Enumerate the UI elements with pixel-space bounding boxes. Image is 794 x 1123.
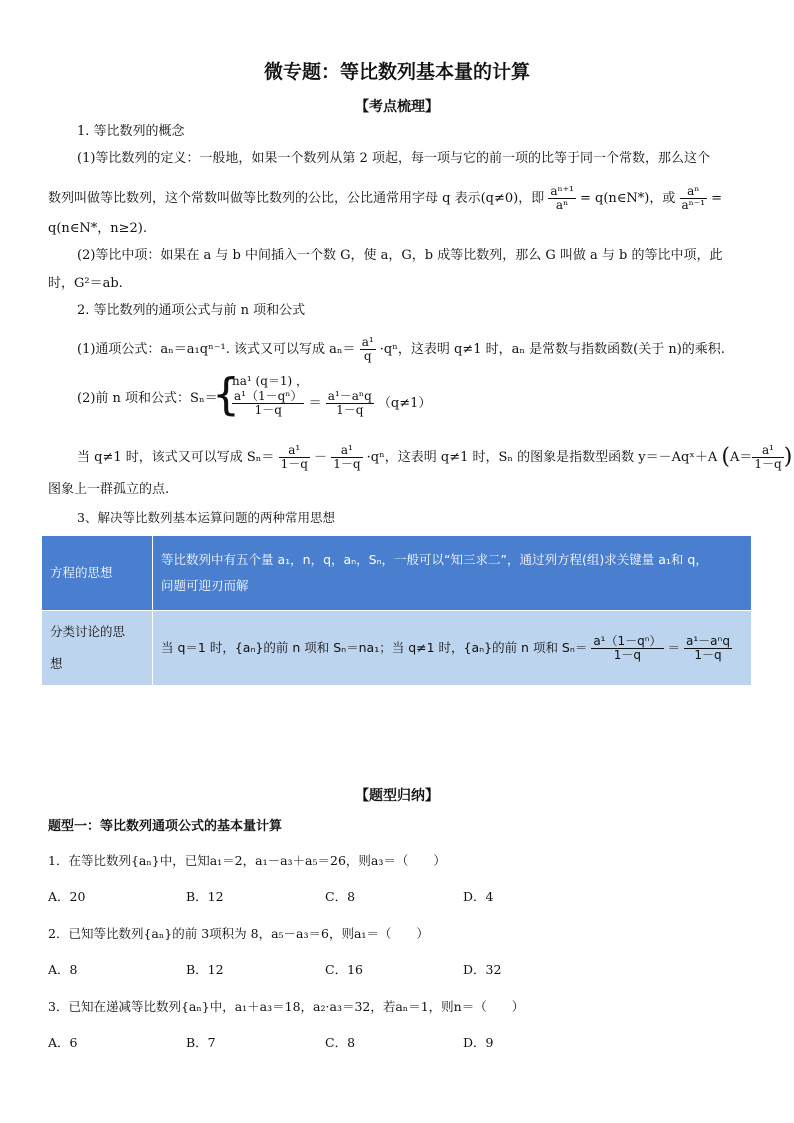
fraction-denominator: 1－q (694, 647, 722, 662)
sum-alt-fraction-1 (279, 444, 310, 471)
definition-text-2: = q(n∈N*)，或 (580, 191, 676, 206)
table-fraction-1 (591, 635, 663, 662)
question-type-heading: 题型一：等比数列通项公式的基本量计算 (48, 819, 283, 834)
sum-case-2-condition: （q≠1） (377, 396, 432, 411)
fraction-numerator: a¹－aⁿq (327, 389, 372, 403)
general-term-text-2: ·qⁿ，这表明 q≠1 时，aₙ 是常数与指数函数(关于 n)的乘积. (379, 342, 725, 357)
close-paren: ) (783, 444, 793, 470)
definition-text-3: = (711, 191, 723, 206)
fraction-numerator: a¹（1－qⁿ） (593, 633, 662, 648)
q1-option-a: A．20 (48, 889, 86, 904)
question-3: 3．已知在递减等比数列{aₙ}中，a₁＋a₃＝18，a₂·a₃＝32，若aₙ＝1，则n＝（ ） (48, 999, 525, 1014)
sum-formula-label: (2)前 n 项和公式：Sₙ＝ (77, 391, 218, 406)
ratio-fraction-1 (548, 185, 576, 212)
ratio-numerator: aⁿ (680, 185, 708, 199)
fraction-numerator: a¹ (752, 444, 783, 458)
sum-alt-text-2: ·qⁿ，这表明 q≠1 时，Sₙ 的图象是指数型函数 y＝－Aqˣ＋A (366, 450, 718, 465)
method-label-equation: 方程的思想 (42, 536, 153, 611)
fraction-numerator: a¹ (279, 444, 310, 458)
q3-option-a: A．6 (48, 1035, 78, 1050)
methods-heading: 3、解决等比数列基本运算问题的两种常用思想 (77, 510, 335, 525)
q2-option-a: A．8 (48, 962, 78, 977)
q2-option-d: D．32 (463, 962, 502, 977)
definition-line-3: q(n∈N*，n≥2). (48, 221, 148, 236)
q1-option-d: D．4 (463, 889, 494, 904)
method-description (153, 611, 752, 686)
table-fraction-2 (684, 635, 732, 662)
left-brace: { (212, 369, 240, 420)
sum-alt-line-2: 图象上一群孤立的点. (48, 482, 170, 497)
minus-sign: － (314, 450, 328, 465)
fraction-denominator: 1－q (754, 457, 782, 471)
ratio-denominator: aⁿ (555, 198, 569, 212)
general-term-fraction (360, 336, 376, 363)
middle-term-line-1: (2)等比中项：如果在 a 与 b 中间插入一个数 G，使 a，G，b 成等比数列，那么 G 叫做 a 与 b 的等比中项，此 (77, 248, 723, 263)
methods-table (41, 535, 752, 686)
fraction-numerator: a¹ (331, 444, 362, 458)
q3-option-c: C．8 (325, 1035, 356, 1050)
constant-a-label: A＝ (729, 450, 753, 465)
section-heading-types: 【题型归纳】 (355, 788, 439, 804)
ratio-denominator: aⁿ⁻¹ (681, 198, 706, 212)
fraction-denominator: 1－q (336, 403, 364, 417)
table-row (42, 536, 752, 611)
constant-a-fraction (752, 444, 783, 471)
fraction-numerator: a¹ (361, 335, 374, 349)
fraction-denominator: 1－q (254, 403, 282, 417)
definition-line-2 (48, 185, 722, 212)
q2-option-c: C．16 (325, 962, 363, 977)
open-paren: ( (721, 444, 730, 470)
sum-fraction-2 (326, 390, 374, 417)
fraction-denominator: 1－q (333, 457, 361, 471)
q1-option-c: C．8 (325, 889, 356, 904)
ratio-fraction-2 (680, 185, 708, 212)
method-text-line-2: 问题可迎刃而解 (161, 578, 249, 593)
sum-alt-line (77, 444, 792, 471)
q3-option-d: D．9 (463, 1035, 494, 1050)
fraction-denominator: 1－q (613, 647, 642, 662)
general-term-text: (1)通项公式：aₙ＝a₁qⁿ⁻¹. 该式又可以写成 aₙ＝ (77, 342, 356, 357)
concept-heading: 1. 等比数列的概念 (77, 124, 185, 139)
equals-sign: ＝ (308, 396, 322, 411)
fraction-numerator: a¹（1－qⁿ） (234, 389, 303, 403)
method-label-classification (42, 611, 153, 686)
q2-option-b: B．12 (186, 962, 224, 977)
definition-line-1: (1)等比数列的定义：一般地，如果一个数列从第 2 项起，每一项与它的前一项的比等于同一个常数，那么这个 (77, 151, 710, 166)
sum-fraction-1 (232, 390, 304, 417)
equals-sign: ＝ (667, 639, 681, 655)
section-heading-review: 【考点梳理】 (355, 99, 439, 115)
method-description (153, 536, 752, 611)
definition-text: 数列叫做等比数列，这个常数叫做等比数列的公比，公比通常用字母 q 表示(q≠0)，即 (48, 191, 545, 206)
page-title: 微专题：等比数列基本量的计算 (263, 61, 530, 83)
fraction-numerator: a¹－aⁿq (686, 633, 730, 648)
q1-option-b: B．12 (186, 889, 224, 904)
method-label-line-1: 分类讨论的思 (50, 624, 126, 639)
method-text-line-1: 等比数列中有五个量 a₁，n，q，aₙ，Sₙ，一般可以“知三求二”，通过列方程(组)求关键量 a₁和 q， (161, 552, 708, 567)
sum-alt-fraction-2 (331, 444, 362, 471)
ratio-numerator: aⁿ⁺¹ (550, 184, 574, 198)
sum-alt-text: 当 q≠1 时，该式又可以写成 Sₙ＝ (77, 450, 275, 465)
sum-case-2 (232, 390, 431, 417)
table-row (42, 611, 752, 686)
formula-heading: 2. 等比数列的通项公式与前 n 项和公式 (77, 303, 306, 318)
q3-option-b: B．7 (186, 1035, 216, 1050)
general-term-line (77, 336, 725, 363)
method-text: 当 q＝1 时，{aₙ}的前 n 项和 Sₙ＝na₁；当 q≠1 时，{aₙ}的前 n 项和 Sₙ＝ (161, 639, 588, 655)
fraction-denominator: 1－q (280, 457, 308, 471)
question-2: 2．已知等比数列{aₙ}的前 3项积为 8，a₅－a₃＝6，则a₁＝（ ） (48, 926, 429, 941)
method-label-line-2: 想 (50, 656, 63, 671)
fraction-denominator: q (363, 349, 372, 363)
middle-term-line-2: 时，G²＝ab. (48, 276, 123, 291)
sum-case-1: na¹ (q＝1) ， (232, 374, 309, 388)
question-1: 1．在等比数列{aₙ}中，已知a₁＝2，a₁－a₃＋a₅＝26，则a₃＝（ ） (48, 853, 446, 868)
